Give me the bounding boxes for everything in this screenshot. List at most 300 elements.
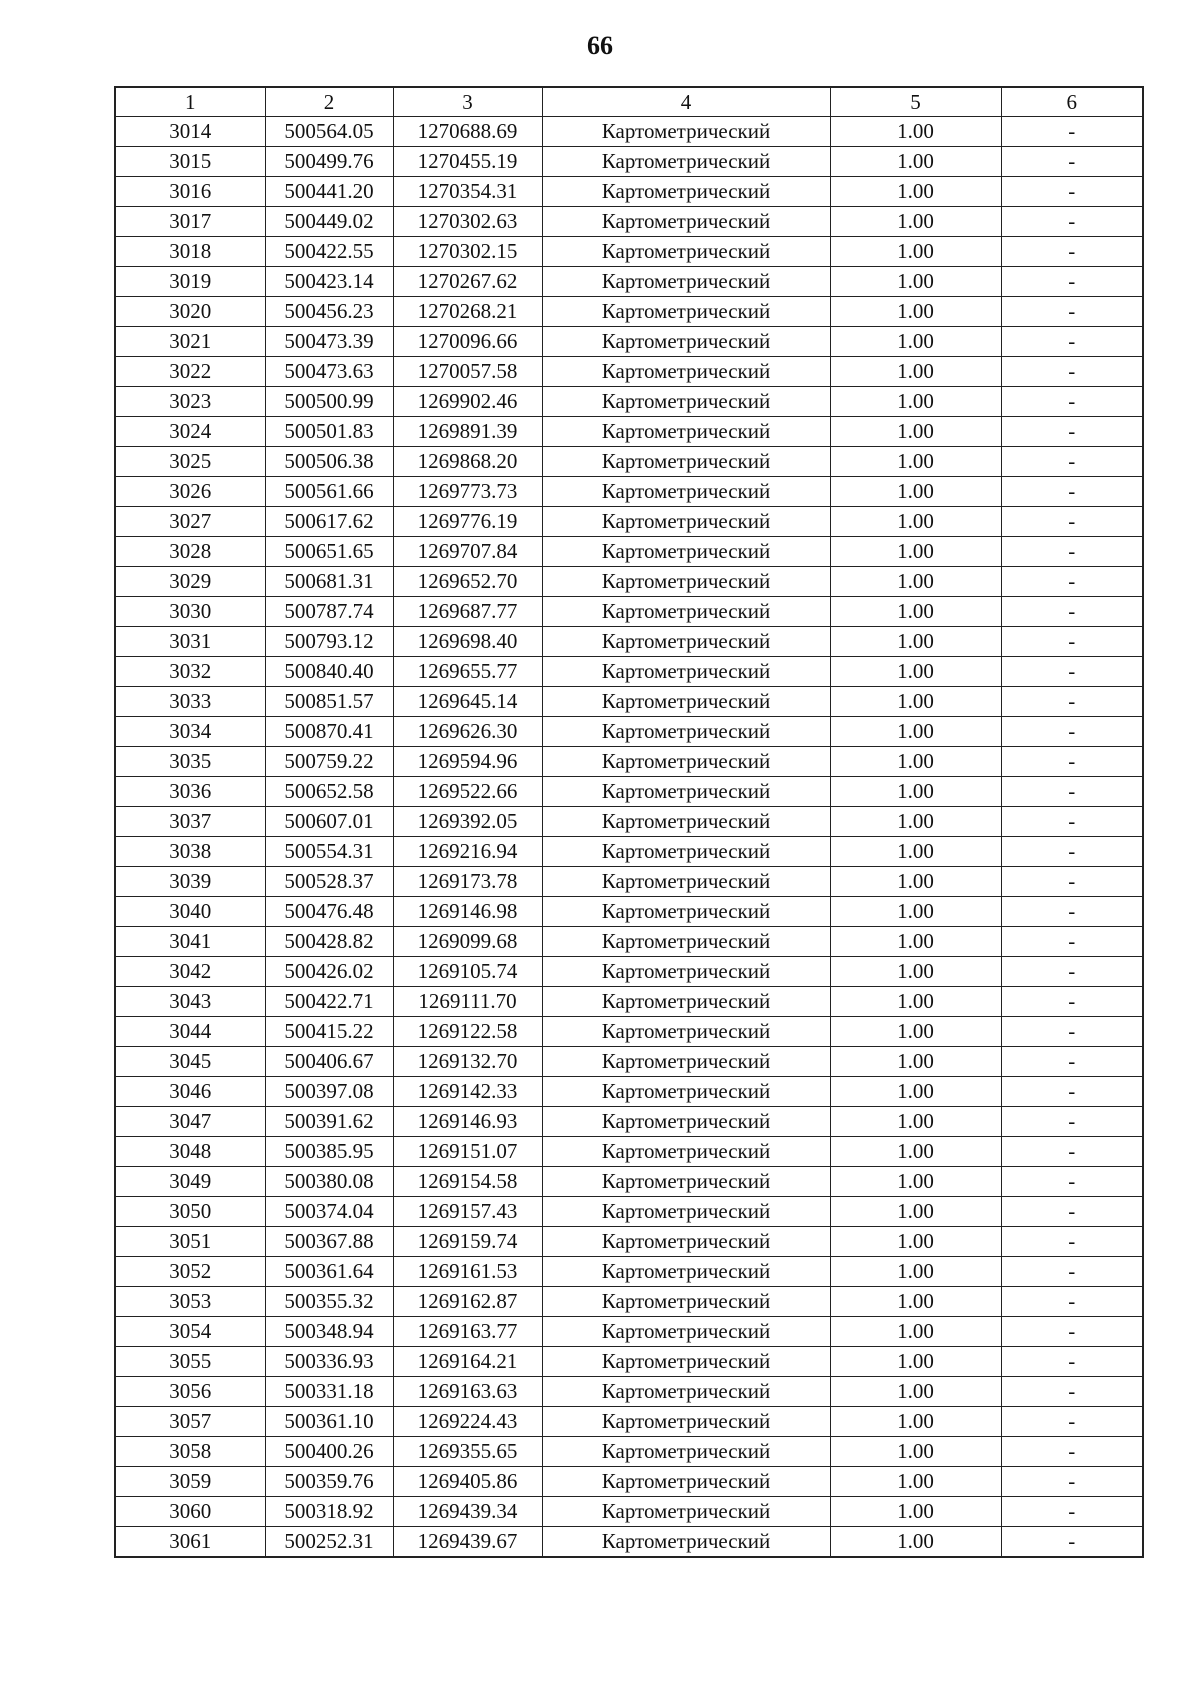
accuracy-cell: 1.00 [830, 1107, 1001, 1137]
note-cell: - [1001, 477, 1143, 507]
table-row [115, 357, 1143, 387]
note-cell: - [1001, 657, 1143, 687]
y-coordinate-cell: 1269122.58 [393, 1017, 542, 1047]
note-cell: - [1001, 357, 1143, 387]
table-row [115, 417, 1143, 447]
accuracy-cell: 1.00 [830, 1347, 1001, 1377]
point-number-cell: 3049 [115, 1167, 265, 1197]
point-number-cell: 3043 [115, 987, 265, 1017]
note-cell: - [1001, 807, 1143, 837]
table-row [115, 1257, 1143, 1287]
x-coordinate-cell: 500423.14 [265, 267, 393, 297]
note-cell: - [1001, 1077, 1143, 1107]
table-row [115, 627, 1143, 657]
accuracy-cell: 1.00 [830, 837, 1001, 867]
table-row [115, 987, 1143, 1017]
table-row [115, 597, 1143, 627]
x-coordinate-cell: 500406.67 [265, 1047, 393, 1077]
table-row [115, 1137, 1143, 1167]
accuracy-cell: 1.00 [830, 687, 1001, 717]
note-cell: - [1001, 1437, 1143, 1467]
table-row [115, 777, 1143, 807]
table-row [115, 1197, 1143, 1227]
accuracy-cell: 1.00 [830, 957, 1001, 987]
y-coordinate-cell: 1269111.70 [393, 987, 542, 1017]
table-row [115, 117, 1143, 147]
y-coordinate-cell: 1269154.58 [393, 1167, 542, 1197]
note-cell: - [1001, 207, 1143, 237]
table-row [115, 237, 1143, 267]
note-cell: - [1001, 687, 1143, 717]
y-coordinate-cell: 1269099.68 [393, 927, 542, 957]
accuracy-cell: 1.00 [830, 387, 1001, 417]
y-coordinate-cell: 1269146.93 [393, 1107, 542, 1137]
method-cell: Картометрический [542, 867, 830, 897]
accuracy-cell: 1.00 [830, 327, 1001, 357]
accuracy-cell: 1.00 [830, 987, 1001, 1017]
point-number-cell: 3047 [115, 1107, 265, 1137]
x-coordinate-cell: 500870.41 [265, 717, 393, 747]
x-coordinate-cell: 500473.63 [265, 357, 393, 387]
y-coordinate-cell: 1269159.74 [393, 1227, 542, 1257]
note-cell: - [1001, 957, 1143, 987]
note-cell: - [1001, 147, 1143, 177]
coordinates-table [114, 86, 1144, 1558]
x-coordinate-cell: 500500.99 [265, 387, 393, 417]
x-coordinate-cell: 500380.08 [265, 1167, 393, 1197]
table-row [115, 1347, 1143, 1377]
y-coordinate-cell: 1269439.67 [393, 1527, 542, 1558]
point-number-cell: 3020 [115, 297, 265, 327]
y-coordinate-cell: 1269405.86 [393, 1467, 542, 1497]
accuracy-cell: 1.00 [830, 177, 1001, 207]
accuracy-cell: 1.00 [830, 1257, 1001, 1287]
x-coordinate-cell: 500391.62 [265, 1107, 393, 1137]
note-cell: - [1001, 1227, 1143, 1257]
y-coordinate-cell: 1270455.19 [393, 147, 542, 177]
accuracy-cell: 1.00 [830, 1137, 1001, 1167]
point-number-cell: 3035 [115, 747, 265, 777]
method-cell: Картометрический [542, 1467, 830, 1497]
point-number-cell: 3046 [115, 1077, 265, 1107]
column-header: 1 [115, 87, 265, 117]
note-cell: - [1001, 1167, 1143, 1197]
note-cell: - [1001, 747, 1143, 777]
y-coordinate-cell: 1269162.87 [393, 1287, 542, 1317]
x-coordinate-cell: 500397.08 [265, 1077, 393, 1107]
point-number-cell: 3057 [115, 1407, 265, 1437]
method-cell: Картометрический [542, 1107, 830, 1137]
note-cell: - [1001, 777, 1143, 807]
point-number-cell: 3041 [115, 927, 265, 957]
table-row [115, 567, 1143, 597]
y-coordinate-cell: 1269146.98 [393, 897, 542, 927]
y-coordinate-cell: 1269707.84 [393, 537, 542, 567]
method-cell: Картометрический [542, 327, 830, 357]
accuracy-cell: 1.00 [830, 117, 1001, 147]
y-coordinate-cell: 1269698.40 [393, 627, 542, 657]
note-cell: - [1001, 327, 1143, 357]
note-cell: - [1001, 1137, 1143, 1167]
table-row [115, 747, 1143, 777]
accuracy-cell: 1.00 [830, 717, 1001, 747]
table-header-row [115, 87, 1143, 117]
y-coordinate-cell: 1269355.65 [393, 1437, 542, 1467]
method-cell: Картометрический [542, 1077, 830, 1107]
point-number-cell: 3055 [115, 1347, 265, 1377]
note-cell: - [1001, 507, 1143, 537]
point-number-cell: 3053 [115, 1287, 265, 1317]
note-cell: - [1001, 417, 1143, 447]
point-number-cell: 3050 [115, 1197, 265, 1227]
point-number-cell: 3060 [115, 1497, 265, 1527]
point-number-cell: 3051 [115, 1227, 265, 1257]
method-cell: Картометрический [542, 387, 830, 417]
note-cell: - [1001, 1197, 1143, 1227]
table-body [115, 117, 1143, 1558]
accuracy-cell: 1.00 [830, 1407, 1001, 1437]
table-row [115, 1227, 1143, 1257]
table-row [115, 897, 1143, 927]
x-coordinate-cell: 500361.10 [265, 1407, 393, 1437]
table-row [115, 1497, 1143, 1527]
point-number-cell: 3026 [115, 477, 265, 507]
point-number-cell: 3015 [115, 147, 265, 177]
y-coordinate-cell: 1269776.19 [393, 507, 542, 537]
y-coordinate-cell: 1269687.77 [393, 597, 542, 627]
point-number-cell: 3030 [115, 597, 265, 627]
method-cell: Картометрический [542, 1257, 830, 1287]
table-row [115, 1077, 1143, 1107]
point-number-cell: 3036 [115, 777, 265, 807]
accuracy-cell: 1.00 [830, 447, 1001, 477]
y-coordinate-cell: 1269868.20 [393, 447, 542, 477]
point-number-cell: 3061 [115, 1527, 265, 1558]
point-number-cell: 3038 [115, 837, 265, 867]
note-cell: - [1001, 867, 1143, 897]
method-cell: Картометрический [542, 1527, 830, 1558]
table-row [115, 207, 1143, 237]
column-header: 3 [393, 87, 542, 117]
table-row [115, 957, 1143, 987]
point-number-cell: 3058 [115, 1437, 265, 1467]
method-cell: Картометрический [542, 207, 830, 237]
table-row [115, 1167, 1143, 1197]
y-coordinate-cell: 1269626.30 [393, 717, 542, 747]
table-row [115, 837, 1143, 867]
table-row [115, 1437, 1143, 1467]
note-cell: - [1001, 267, 1143, 297]
method-cell: Картометрический [542, 657, 830, 687]
table-row [115, 477, 1143, 507]
note-cell: - [1001, 837, 1143, 867]
y-coordinate-cell: 1270302.15 [393, 237, 542, 267]
point-number-cell: 3042 [115, 957, 265, 987]
table-row [115, 867, 1143, 897]
accuracy-cell: 1.00 [830, 777, 1001, 807]
note-cell: - [1001, 1377, 1143, 1407]
note-cell: - [1001, 567, 1143, 597]
method-cell: Картометрический [542, 1377, 830, 1407]
table-row [115, 387, 1143, 417]
method-cell: Картометрический [542, 927, 830, 957]
x-coordinate-cell: 500336.93 [265, 1347, 393, 1377]
accuracy-cell: 1.00 [830, 1527, 1001, 1558]
note-cell: - [1001, 297, 1143, 327]
table-row [115, 1377, 1143, 1407]
accuracy-cell: 1.00 [830, 597, 1001, 627]
point-number-cell: 3029 [115, 567, 265, 597]
method-cell: Картометрический [542, 357, 830, 387]
accuracy-cell: 1.00 [830, 537, 1001, 567]
accuracy-cell: 1.00 [830, 1497, 1001, 1527]
method-cell: Картометрический [542, 957, 830, 987]
point-number-cell: 3022 [115, 357, 265, 387]
point-number-cell: 3044 [115, 1017, 265, 1047]
table-row [115, 687, 1143, 717]
table-row [115, 1527, 1143, 1558]
x-coordinate-cell: 500374.04 [265, 1197, 393, 1227]
y-coordinate-cell: 1269157.43 [393, 1197, 542, 1227]
y-coordinate-cell: 1269132.70 [393, 1047, 542, 1077]
x-coordinate-cell: 500681.31 [265, 567, 393, 597]
note-cell: - [1001, 897, 1143, 927]
x-coordinate-cell: 500473.39 [265, 327, 393, 357]
x-coordinate-cell: 500422.55 [265, 237, 393, 267]
y-coordinate-cell: 1270057.58 [393, 357, 542, 387]
x-coordinate-cell: 500851.57 [265, 687, 393, 717]
point-number-cell: 3033 [115, 687, 265, 717]
x-coordinate-cell: 500476.48 [265, 897, 393, 927]
accuracy-cell: 1.00 [830, 567, 1001, 597]
y-coordinate-cell: 1269594.96 [393, 747, 542, 777]
method-cell: Картометрический [542, 1437, 830, 1467]
table-row [115, 717, 1143, 747]
point-number-cell: 3014 [115, 117, 265, 147]
x-coordinate-cell: 500367.88 [265, 1227, 393, 1257]
x-coordinate-cell: 500840.40 [265, 657, 393, 687]
x-coordinate-cell: 500607.01 [265, 807, 393, 837]
note-cell: - [1001, 717, 1143, 747]
point-number-cell: 3017 [115, 207, 265, 237]
point-number-cell: 3018 [115, 237, 265, 267]
x-coordinate-cell: 500787.74 [265, 597, 393, 627]
y-coordinate-cell: 1270096.66 [393, 327, 542, 357]
table-row [115, 1047, 1143, 1077]
y-coordinate-cell: 1269151.07 [393, 1137, 542, 1167]
table-row [115, 1317, 1143, 1347]
x-coordinate-cell: 500359.76 [265, 1467, 393, 1497]
y-coordinate-cell: 1269142.33 [393, 1077, 542, 1107]
column-header: 6 [1001, 87, 1143, 117]
x-coordinate-cell: 500426.02 [265, 957, 393, 987]
table-row [115, 1467, 1143, 1497]
method-cell: Картометрический [542, 1047, 830, 1077]
method-cell: Картометрический [542, 237, 830, 267]
method-cell: Картометрический [542, 1227, 830, 1257]
accuracy-cell: 1.00 [830, 147, 1001, 177]
point-number-cell: 3054 [115, 1317, 265, 1347]
method-cell: Картометрический [542, 1287, 830, 1317]
note-cell: - [1001, 1347, 1143, 1377]
x-coordinate-cell: 500528.37 [265, 867, 393, 897]
note-cell: - [1001, 1017, 1143, 1047]
y-coordinate-cell: 1269773.73 [393, 477, 542, 507]
point-number-cell: 3023 [115, 387, 265, 417]
table-row [115, 1107, 1143, 1137]
accuracy-cell: 1.00 [830, 507, 1001, 537]
method-cell: Картометрический [542, 747, 830, 777]
x-coordinate-cell: 500499.76 [265, 147, 393, 177]
table-row [115, 267, 1143, 297]
method-cell: Картометрический [542, 477, 830, 507]
table-row [115, 537, 1143, 567]
page-number: 66 [587, 31, 613, 60]
table-row [115, 657, 1143, 687]
x-coordinate-cell: 500252.31 [265, 1527, 393, 1558]
x-coordinate-cell: 500561.66 [265, 477, 393, 507]
y-coordinate-cell: 1270354.31 [393, 177, 542, 207]
table-row [115, 297, 1143, 327]
column-header: 4 [542, 87, 830, 117]
accuracy-cell: 1.00 [830, 897, 1001, 927]
point-number-cell: 3025 [115, 447, 265, 477]
x-coordinate-cell: 500506.38 [265, 447, 393, 477]
accuracy-cell: 1.00 [830, 357, 1001, 387]
y-coordinate-cell: 1269163.63 [393, 1377, 542, 1407]
table-row [115, 507, 1143, 537]
note-cell: - [1001, 1497, 1143, 1527]
x-coordinate-cell: 500385.95 [265, 1137, 393, 1167]
x-coordinate-cell: 500759.22 [265, 747, 393, 777]
x-coordinate-cell: 500793.12 [265, 627, 393, 657]
note-cell: - [1001, 1107, 1143, 1137]
note-cell: - [1001, 177, 1143, 207]
note-cell: - [1001, 447, 1143, 477]
table-row [115, 807, 1143, 837]
accuracy-cell: 1.00 [830, 297, 1001, 327]
point-number-cell: 3045 [115, 1047, 265, 1077]
x-coordinate-cell: 500617.62 [265, 507, 393, 537]
table-row [115, 1017, 1143, 1047]
accuracy-cell: 1.00 [830, 1227, 1001, 1257]
note-cell: - [1001, 1287, 1143, 1317]
method-cell: Картометрический [542, 297, 830, 327]
table-row [115, 1407, 1143, 1437]
x-coordinate-cell: 500400.26 [265, 1437, 393, 1467]
note-cell: - [1001, 537, 1143, 567]
method-cell: Картометрический [542, 447, 830, 477]
y-coordinate-cell: 1270268.21 [393, 297, 542, 327]
point-number-cell: 3048 [115, 1137, 265, 1167]
x-coordinate-cell: 500428.82 [265, 927, 393, 957]
y-coordinate-cell: 1269216.94 [393, 837, 542, 867]
accuracy-cell: 1.00 [830, 1047, 1001, 1077]
note-cell: - [1001, 1047, 1143, 1077]
point-number-cell: 3037 [115, 807, 265, 837]
y-coordinate-cell: 1269164.21 [393, 1347, 542, 1377]
point-number-cell: 3052 [115, 1257, 265, 1287]
point-number-cell: 3034 [115, 717, 265, 747]
column-header: 5 [830, 87, 1001, 117]
accuracy-cell: 1.00 [830, 1317, 1001, 1347]
x-coordinate-cell: 500422.71 [265, 987, 393, 1017]
point-number-cell: 3024 [115, 417, 265, 447]
x-coordinate-cell: 500361.64 [265, 1257, 393, 1287]
y-coordinate-cell: 1269161.53 [393, 1257, 542, 1287]
table-row [115, 147, 1143, 177]
accuracy-cell: 1.00 [830, 1377, 1001, 1407]
point-number-cell: 3031 [115, 627, 265, 657]
accuracy-cell: 1.00 [830, 417, 1001, 447]
accuracy-cell: 1.00 [830, 1467, 1001, 1497]
note-cell: - [1001, 1467, 1143, 1497]
x-coordinate-cell: 500441.20 [265, 177, 393, 207]
y-coordinate-cell: 1269891.39 [393, 417, 542, 447]
accuracy-cell: 1.00 [830, 267, 1001, 297]
point-number-cell: 3021 [115, 327, 265, 357]
x-coordinate-cell: 500564.05 [265, 117, 393, 147]
method-cell: Картометрический [542, 177, 830, 207]
x-coordinate-cell: 500501.83 [265, 417, 393, 447]
y-coordinate-cell: 1270688.69 [393, 117, 542, 147]
note-cell: - [1001, 1317, 1143, 1347]
x-coordinate-cell: 500554.31 [265, 837, 393, 867]
method-cell: Картометрический [542, 147, 830, 177]
method-cell: Картометрический [542, 1407, 830, 1437]
accuracy-cell: 1.00 [830, 1197, 1001, 1227]
accuracy-cell: 1.00 [830, 477, 1001, 507]
method-cell: Картометрический [542, 687, 830, 717]
note-cell: - [1001, 117, 1143, 147]
x-coordinate-cell: 500318.92 [265, 1497, 393, 1527]
y-coordinate-cell: 1269522.66 [393, 777, 542, 807]
y-coordinate-cell: 1269439.34 [393, 1497, 542, 1527]
table-row [115, 447, 1143, 477]
method-cell: Картометрический [542, 987, 830, 1017]
method-cell: Картометрический [542, 117, 830, 147]
x-coordinate-cell: 500348.94 [265, 1317, 393, 1347]
table-row [115, 327, 1143, 357]
accuracy-cell: 1.00 [830, 1017, 1001, 1047]
point-number-cell: 3059 [115, 1467, 265, 1497]
method-cell: Картометрический [542, 537, 830, 567]
x-coordinate-cell: 500415.22 [265, 1017, 393, 1047]
note-cell: - [1001, 387, 1143, 417]
y-coordinate-cell: 1269105.74 [393, 957, 542, 987]
method-cell: Картометрический [542, 417, 830, 447]
accuracy-cell: 1.00 [830, 657, 1001, 687]
point-number-cell: 3040 [115, 897, 265, 927]
accuracy-cell: 1.00 [830, 1287, 1001, 1317]
method-cell: Картометрический [542, 807, 830, 837]
method-cell: Картометрический [542, 717, 830, 747]
method-cell: Картометрический [542, 1197, 830, 1227]
note-cell: - [1001, 597, 1143, 627]
point-number-cell: 3032 [115, 657, 265, 687]
method-cell: Картометрический [542, 267, 830, 297]
note-cell: - [1001, 927, 1143, 957]
accuracy-cell: 1.00 [830, 1077, 1001, 1107]
method-cell: Картометрический [542, 897, 830, 927]
accuracy-cell: 1.00 [830, 1167, 1001, 1197]
method-cell: Картометрический [542, 777, 830, 807]
method-cell: Картометрический [542, 567, 830, 597]
x-coordinate-cell: 500331.18 [265, 1377, 393, 1407]
accuracy-cell: 1.00 [830, 807, 1001, 837]
point-number-cell: 3019 [115, 267, 265, 297]
x-coordinate-cell: 500449.02 [265, 207, 393, 237]
